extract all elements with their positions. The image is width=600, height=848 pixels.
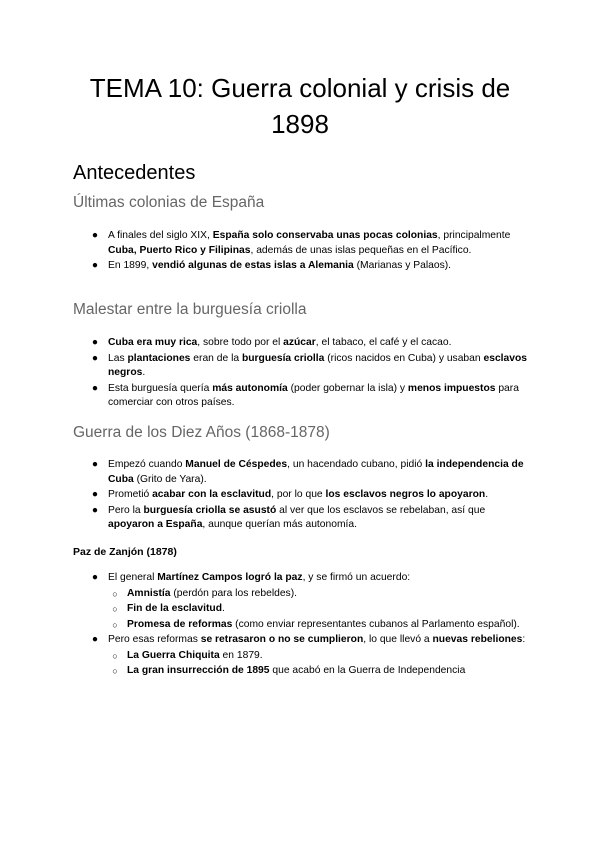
list-ultimas-colonias [90,229,530,275]
list-malestar-burguesia [90,336,530,412]
list-item: ● Pero la burguesía criolla se asustó al ver que los esclavos se rebelaban, así que apoyaron a España, aunque querían más autonomía. [91,504,486,530]
bullet-icon: ● [91,230,99,241]
list-item: ● El general Martínez Campos logró la paz, y se firmó un acuerdo: [90,571,530,586]
section-heading-antecedentes: Antecedentes [73,162,196,184]
list-item: ● Cuba era muy rica, sobre todo por el azúcar, el tabaco, el café y el cacao. [90,336,530,351]
bullet-icon: ● [91,572,99,583]
circle-bullet-icon: ○ [112,588,118,599]
sub-list-item: ○ Promesa de reformas (como enviar representantes cubanos al Parlamento español). [90,618,530,633]
bullet-icon: ● [91,504,99,516]
circle-bullet-icon: ○ [112,666,118,676]
circle-bullet-icon: ○ [112,604,118,614]
circle-bullet-icon: ○ [112,650,118,661]
bullet-icon: ● [91,337,99,348]
list-item: ● Pero esas reformas se retrasaron o no se cumplieron, lo que llevó a nuevas rebeliones: [90,633,530,648]
subheading-malestar-burguesia: Malestar entre la burguesía criolla [73,301,307,318]
sub-list-item: ○ La gran insurrección de 1895 que acabó en la Guerra de Independencia [90,664,530,679]
bullet-icon: ● [91,352,99,364]
bullet-icon: ● [91,260,99,271]
sub-list-item: ○ La Guerra Chiquita en 1879. [90,649,530,664]
list-guerra-diez-anos [90,458,530,534]
circle-bullet-icon: ○ [112,619,118,630]
list-item: ● Las plantaciones eran de la burguesía criolla (ricos nacidos en Cuba) y usaban esclavos negros. [91,352,527,378]
bullet-icon: ● [91,459,99,470]
list-item: ● A finales del siglo XIX, España solo conservaba unas pocas colonias, principalmente Cuba, Puerto Rico y Filipinas, además de unas islas pequeñas en el Pacífico. [91,230,511,256]
bullet-icon: ● [91,382,99,394]
subheading-ultimas-colonias: Últimas colonias de España [73,194,265,211]
sub-list-acuerdo [90,587,530,633]
subheading-paz-zanjon: Paz de Zanjón (1878) [73,546,177,558]
list-paz-zanjon [90,571,530,680]
document-title: TEMA 10: Guerra colonial y crisis de 1898 [89,73,511,139]
bullet-icon: ● [91,489,99,500]
list-item: ● Prometió acabar con la esclavitud, por lo que los esclavos negros lo apoyaron. [90,488,530,503]
list-item: ● Esta burguesía quería más autonomía (poder gobernar la isla) y menos impuestos para comerciar con otros países. [91,382,519,408]
bullet-icon: ● [91,634,99,645]
list-item: ● Empezó cuando Manuel de Céspedes, un hacendado cubano, pidió la independencia de Cuba (Grito de Yara). [91,459,524,485]
sub-list-rebeliones [90,649,530,679]
sub-list-item: ○ Amnistía (perdón para los rebeldes). [90,587,530,602]
subheading-guerra-diez-anos: Guerra de los Diez Años (1868-1878) [73,424,330,441]
list-item: ● En 1899, vendió algunas de estas islas a Alemania (Marianas y Palaos). [90,259,530,274]
sub-list-item: ○ Fin de la esclavitud. [90,602,530,617]
